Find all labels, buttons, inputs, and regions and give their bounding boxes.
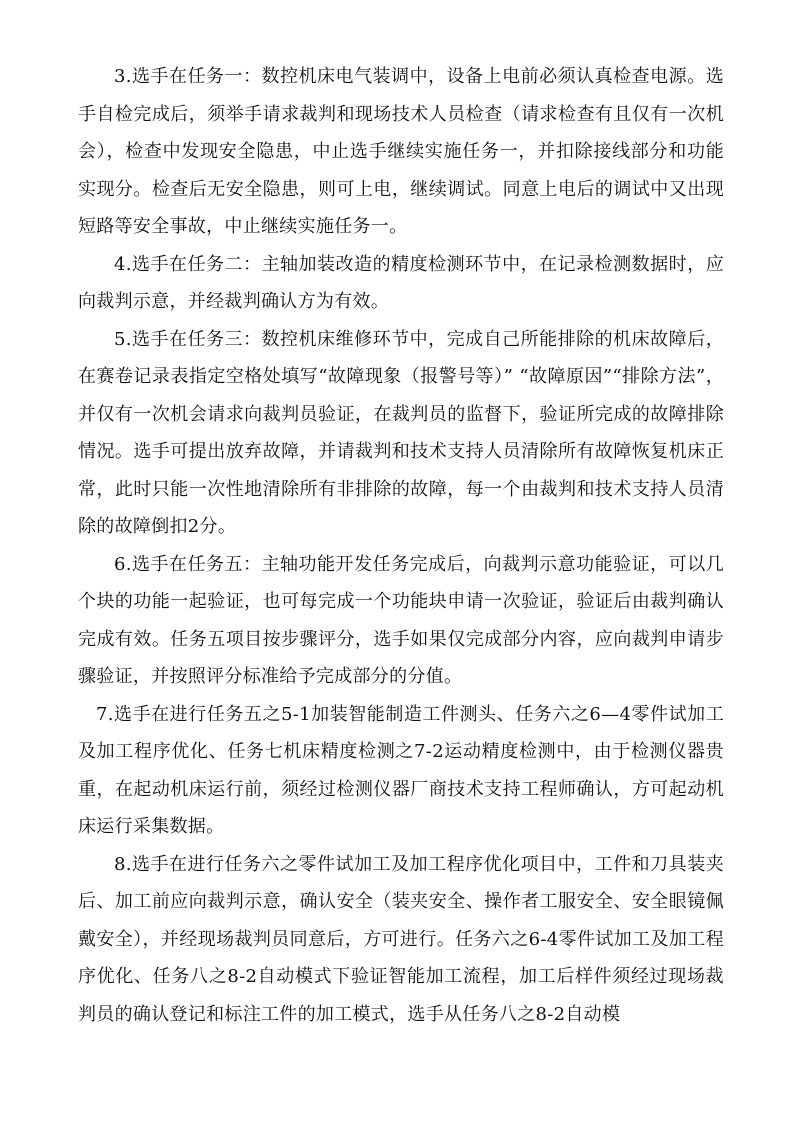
paragraph-item-3: 3.选手在任务一：数控机床电气装调中，设备上电前必须认真检查电源。选手自检完成后，须举手请求裁判和现场技术人员检查（请求检查有且仅有一次机会），检查中发现安全隐患，中止选手继续实施任务一，并扣除接线部分和功能实现分。检查后无安全隐患，则可上电，继续调试。同意上电后的调试中又出现短路等安全事故，中止继续实施任务一。 — [78, 66, 724, 237]
paragraph-item-7: 7.选手在进行任务五之5-1加装智能制造工件测头、任务六之6—4零件试加工及加工程序优化、任务七机床精度检测之7-2运动精度检测中，由于检测仪器贵重，在起动机床运行前，须经过检测仪器厂商技术支持工程师确认，方可起动机床运行采集数据。 — [78, 703, 724, 837]
paragraph-item-8: 8.选手在进行任务六之零件试加工及加工程序优化项目中，工件和刀具装夹后、加工前应向裁判示意，确认安全（装夹安全、操作者工服安全、安全眼镜佩戴安全），并经现场裁判员同意后，方可进行。任务六之6-4零件试加工及加工程序优化、任务八之8-2自动模式下验证智能加工流程，加工后样件须经过现场裁判员的确认登记和标注工件的加工模式，选手从任务八之8-2自动模 — [78, 853, 724, 1025]
document-body — [78, 58, 724, 1033]
paragraph-item-4: 4.选手在任务二：主轴加装改造的精度检测环节中，在记录检测数据时，应向裁判示意，并经裁判确认方为有效。 — [78, 253, 724, 312]
paragraph-item-6: 6.选手在任务五：主轴功能开发任务完成后，向裁判示意功能验证，可以几个块的功能一起验证，也可每完成一个功能块申请一次验证，验证后由裁判确认完成有效。任务五项目按步骤评分，选手如果仅完成部分内容，应向裁判申请步骤验证，并按照评分标准给予完成部分的分值。 — [78, 553, 724, 687]
paragraph-item-5: 5.选手在任务三：数控机床维修环节中，完成自己所能排除的机床故障后，在赛卷记录表指定空格处填写“故障现象（报警号等）” “故障原因”“排除方法”，并仅有一次机会请求向裁判员验证，在裁判员的监督下，验证所完成的故障排除情况。选手可提出放弃故障，并请裁判和技术支持人员清除所有故障恢复机床正常，此时只能一次性地清除所有非排除的故障，每一个由裁判和技术支持人员清除的故障倒扣2分。 — [78, 328, 724, 537]
